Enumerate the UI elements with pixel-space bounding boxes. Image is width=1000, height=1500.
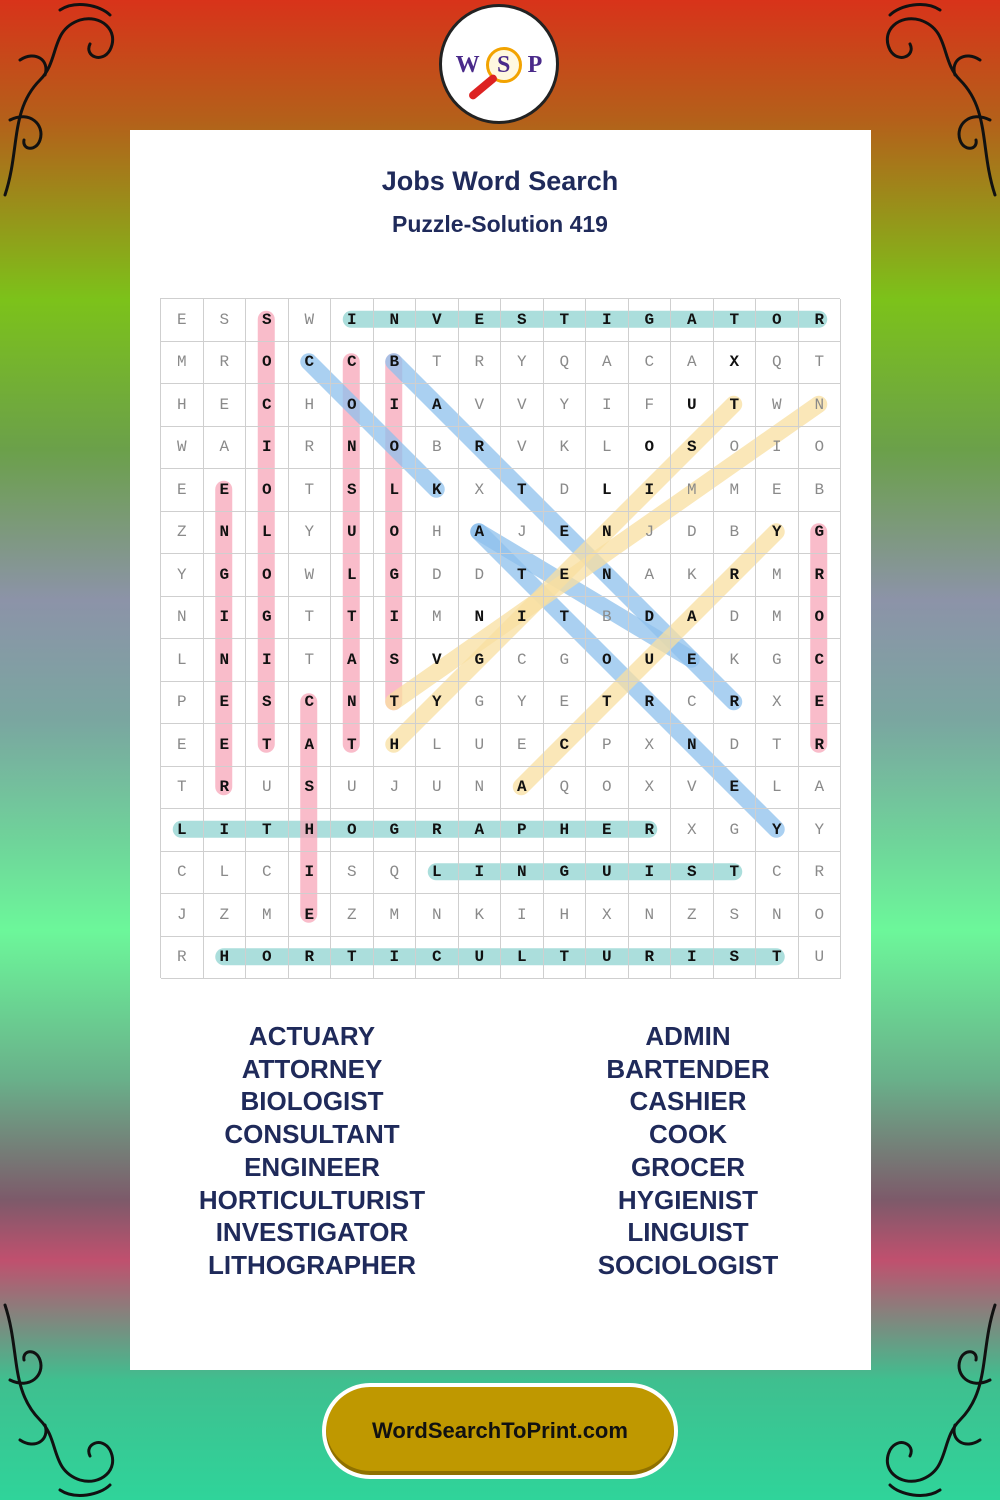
grid-cell[interactable]: S — [246, 299, 289, 342]
grid-cell[interactable]: I — [629, 852, 672, 895]
grid-cell[interactable]: X — [586, 894, 629, 937]
grid-cell[interactable]: T — [544, 299, 587, 342]
grid-cell[interactable]: N — [671, 724, 714, 767]
grid-cell[interactable]: E — [204, 724, 247, 767]
grid-cell[interactable]: A — [204, 427, 247, 470]
grid-cell[interactable]: G — [374, 809, 417, 852]
grid-cell[interactable]: U — [586, 937, 629, 980]
grid-cell[interactable]: I — [374, 384, 417, 427]
grid-cell[interactable]: L — [416, 724, 459, 767]
grid-cell[interactable]: U — [799, 937, 842, 980]
grid-cell[interactable]: Y — [544, 384, 587, 427]
grid-cell[interactable]: W — [161, 427, 204, 470]
grid-cell[interactable]: T — [714, 299, 757, 342]
grid-cell[interactable]: L — [161, 639, 204, 682]
grid-cell[interactable]: G — [204, 554, 247, 597]
grid-cell[interactable]: E — [671, 639, 714, 682]
grid-cell[interactable]: S — [204, 299, 247, 342]
grid-cell[interactable]: S — [714, 937, 757, 980]
grid-cell[interactable]: M — [246, 894, 289, 937]
grid-cell[interactable]: E — [756, 469, 799, 512]
word-list-right — [488, 1020, 888, 1282]
ornament-bottom-right — [850, 1300, 1000, 1500]
grid-cell[interactable]: V — [459, 384, 502, 427]
grid-cell[interactable]: V — [671, 767, 714, 810]
grid-cell[interactable]: Q — [756, 342, 799, 385]
grid-cell[interactable]: T — [586, 682, 629, 725]
grid-cell[interactable]: N — [501, 852, 544, 895]
logo-letters — [442, 47, 556, 83]
grid-cell[interactable]: C — [501, 639, 544, 682]
letter-grid — [160, 298, 840, 978]
grid-cell[interactable]: L — [331, 554, 374, 597]
grid-cell[interactable]: U — [246, 767, 289, 810]
grid-cell[interactable]: O — [714, 427, 757, 470]
grid-cell[interactable]: T — [289, 469, 332, 512]
grid-cell[interactable]: G — [756, 639, 799, 682]
grid-cell[interactable]: S — [331, 469, 374, 512]
grid-cell[interactable]: N — [799, 384, 842, 427]
grid-cell[interactable]: D — [629, 597, 672, 640]
grid-cell[interactable]: O — [629, 427, 672, 470]
grid-cell[interactable]: L — [246, 512, 289, 555]
grid-cell[interactable]: I — [501, 597, 544, 640]
grid-cell[interactable]: C — [756, 852, 799, 895]
grid-cell[interactable]: T — [544, 937, 587, 980]
grid-cell[interactable]: E — [459, 299, 502, 342]
grid-cell[interactable]: O — [756, 299, 799, 342]
grid-cell[interactable]: K — [714, 639, 757, 682]
grid-cell[interactable]: E — [204, 469, 247, 512]
grid-cell[interactable]: N — [331, 682, 374, 725]
grid-cell[interactable]: X — [629, 724, 672, 767]
grid-cell[interactable]: B — [714, 512, 757, 555]
grid-cell[interactable]: Y — [416, 682, 459, 725]
ornament-bottom-left — [0, 1300, 150, 1500]
page-title: Jobs Word Search — [381, 166, 619, 196]
grid-cell[interactable]: E — [544, 512, 587, 555]
grid-cell[interactable]: M — [671, 469, 714, 512]
grid-cell[interactable]: S — [331, 852, 374, 895]
grid-cell[interactable]: U — [331, 512, 374, 555]
grid-cell[interactable]: Y — [161, 554, 204, 597]
grid-cell[interactable]: Y — [756, 512, 799, 555]
word-item: LITHOGRAPHER — [208, 1249, 416, 1280]
grid-cell[interactable]: H — [161, 384, 204, 427]
grid-cell[interactable]: I — [374, 937, 417, 980]
grid-cell[interactable]: C — [671, 682, 714, 725]
grid-cell[interactable]: H — [289, 809, 332, 852]
grid-cell[interactable]: U — [629, 639, 672, 682]
grid-cell[interactable]: M — [161, 342, 204, 385]
grid-cell[interactable]: O — [799, 894, 842, 937]
grid-cell[interactable]: P — [161, 682, 204, 725]
grid-cell[interactable]: J — [629, 512, 672, 555]
grid-cell[interactable]: T — [246, 809, 289, 852]
grid-cell[interactable]: A — [799, 767, 842, 810]
grid-cell[interactable]: T — [416, 342, 459, 385]
page-subtitle: Puzzle-Solution 419 — [392, 211, 608, 237]
word-item: ADMIN — [645, 1021, 731, 1051]
grid-cell[interactable]: J — [374, 767, 417, 810]
grid-cell[interactable]: R — [629, 937, 672, 980]
grid-cell[interactable]: R — [204, 767, 247, 810]
grid-cell[interactable]: T — [756, 724, 799, 767]
grid-cell[interactable]: R — [714, 682, 757, 725]
grid-cell[interactable]: O — [586, 639, 629, 682]
logo-letter-w: W — [455, 52, 480, 78]
grid-cell[interactable]: K — [416, 469, 459, 512]
grid-cell[interactable]: E — [586, 809, 629, 852]
grid-cell[interactable]: A — [459, 809, 502, 852]
grid-cell[interactable]: H — [374, 724, 417, 767]
grid-cell[interactable]: Z — [671, 894, 714, 937]
grid-cell[interactable]: E — [544, 682, 587, 725]
grid-cell[interactable]: T — [544, 597, 587, 640]
grid-cell[interactable]: Q — [544, 342, 587, 385]
grid-cell[interactable]: C — [331, 342, 374, 385]
grid-cell[interactable]: V — [416, 639, 459, 682]
grid-cell[interactable]: G — [544, 852, 587, 895]
grid-cell[interactable]: N — [586, 512, 629, 555]
grid-cell[interactable]: T — [246, 724, 289, 767]
grid-cell[interactable]: I — [629, 469, 672, 512]
grid-cell[interactable]: U — [331, 767, 374, 810]
grid-cell[interactable]: D — [714, 724, 757, 767]
grid-cell[interactable]: T — [714, 384, 757, 427]
grid-cell[interactable]: V — [416, 299, 459, 342]
grid-cell[interactable]: K — [544, 427, 587, 470]
grid-cell[interactable]: K — [671, 554, 714, 597]
grid-cell[interactable]: R — [799, 554, 842, 597]
grid-cell[interactable]: N — [161, 597, 204, 640]
grid-cell[interactable]: E — [544, 554, 587, 597]
grid-cell[interactable]: N — [629, 894, 672, 937]
grid-cell[interactable]: E — [204, 384, 247, 427]
grid-cell[interactable]: O — [799, 427, 842, 470]
grid-cell[interactable]: A — [629, 554, 672, 597]
word-item: HORTICULTURIST — [198, 1184, 426, 1215]
grid-cell[interactable]: D — [416, 554, 459, 597]
grid-cell[interactable]: O — [246, 937, 289, 980]
grid-cell[interactable]: R — [459, 342, 502, 385]
grid-cell[interactable]: M — [756, 597, 799, 640]
grid-cell[interactable]: P — [501, 809, 544, 852]
grid-cell[interactable]: I — [374, 597, 417, 640]
grid-cell[interactable]: U — [416, 767, 459, 810]
grid-cell[interactable]: M — [714, 469, 757, 512]
grid-cell[interactable]: X — [671, 809, 714, 852]
grid-cell[interactable]: I — [459, 852, 502, 895]
grid-cell[interactable]: E — [799, 682, 842, 725]
grid-cell[interactable]: N — [204, 512, 247, 555]
grid-cell[interactable]: M — [374, 894, 417, 937]
grid-cell[interactable]: A — [671, 597, 714, 640]
grid-cell[interactable]: G — [629, 299, 672, 342]
grid-cell[interactable]: Z — [331, 894, 374, 937]
grid-cell[interactable]: T — [501, 469, 544, 512]
grid-cell[interactable]: B — [374, 342, 417, 385]
grid-cell[interactable]: S — [671, 427, 714, 470]
site-logo[interactable] — [439, 4, 559, 124]
grid-cell[interactable]: L — [161, 809, 204, 852]
grid-cell[interactable]: E — [204, 682, 247, 725]
word-item: SOCIOLOGIST — [597, 1249, 779, 1280]
grid-cell[interactable]: Q — [544, 767, 587, 810]
word-item: BIOLOGIST — [240, 1086, 384, 1117]
grid-cell[interactable]: E — [161, 724, 204, 767]
grid-cell[interactable]: G — [799, 512, 842, 555]
word-item: COOK — [649, 1119, 727, 1150]
grid-cell[interactable]: E — [161, 469, 204, 512]
grid-cell[interactable]: S — [671, 852, 714, 895]
grid-cell[interactable]: Y — [501, 682, 544, 725]
grid-cell[interactable]: U — [586, 852, 629, 895]
grid-cell[interactable]: V — [501, 427, 544, 470]
grid-cell[interactable]: S — [289, 767, 332, 810]
grid-cell[interactable]: E — [501, 724, 544, 767]
grid-cell[interactable]: A — [501, 767, 544, 810]
grid-cell[interactable]: L — [756, 767, 799, 810]
grid-cell[interactable]: G — [246, 597, 289, 640]
grid-cell[interactable]: D — [671, 512, 714, 555]
grid-cell[interactable]: R — [204, 342, 247, 385]
grid-cell[interactable]: E — [289, 894, 332, 937]
grid-cell[interactable]: A — [331, 639, 374, 682]
grid-cell[interactable]: B — [416, 427, 459, 470]
word-list-left — [112, 1020, 512, 1282]
grid-cell[interactable]: H — [289, 384, 332, 427]
word-item: ATTORNEY — [241, 1053, 383, 1084]
grid-cell[interactable]: L — [204, 852, 247, 895]
grid-cell[interactable]: U — [459, 937, 502, 980]
grid-cell[interactable]: A — [586, 342, 629, 385]
grid-cell[interactable]: T — [289, 639, 332, 682]
grid-cell[interactable]: R — [459, 427, 502, 470]
logo-letter-p: P — [527, 52, 543, 78]
grid-cell[interactable]: R — [799, 852, 842, 895]
grid-cell[interactable]: H — [204, 937, 247, 980]
grid-cell[interactable]: D — [714, 597, 757, 640]
word-item: ACTUARY — [248, 1021, 376, 1051]
grid-cell[interactable]: O — [374, 427, 417, 470]
grid-cell[interactable]: T — [331, 937, 374, 980]
grid-cell[interactable]: T — [374, 682, 417, 725]
grid-cell[interactable]: R — [161, 937, 204, 980]
grid-cell[interactable]: V — [501, 384, 544, 427]
grid-cell[interactable]: O — [331, 809, 374, 852]
grid-cell[interactable]: S — [246, 682, 289, 725]
grid-cell[interactable]: C — [246, 852, 289, 895]
grid-cell[interactable]: P — [586, 724, 629, 767]
word-item: INVESTIGATOR — [215, 1217, 409, 1248]
grid-cell[interactable]: W — [289, 554, 332, 597]
grid-cell[interactable]: R — [714, 554, 757, 597]
grid-cell[interactable]: G — [544, 639, 587, 682]
grid-cell[interactable]: R — [629, 809, 672, 852]
grid-cell[interactable]: X — [756, 682, 799, 725]
word-item: GROCER — [630, 1151, 746, 1182]
grid-cell[interactable]: U — [671, 384, 714, 427]
grid-cell[interactable]: L — [374, 469, 417, 512]
grid-cell[interactable]: Y — [799, 809, 842, 852]
grid-cell[interactable]: N — [204, 639, 247, 682]
grid-cell[interactable]: A — [289, 724, 332, 767]
logo-letter-s: S — [496, 52, 511, 78]
grid-cell[interactable]: C — [161, 852, 204, 895]
grid-cell[interactable]: T — [799, 342, 842, 385]
grid-cell[interactable]: T — [714, 852, 757, 895]
grid-cell[interactable]: O — [246, 469, 289, 512]
grid-cell[interactable]: I — [204, 597, 247, 640]
grid-cell[interactable]: R — [799, 724, 842, 767]
grid-cell[interactable]: H — [544, 809, 587, 852]
grid-cell[interactable]: M — [756, 554, 799, 597]
grid-cell[interactable]: I — [586, 384, 629, 427]
website-label: WordSearchToPrint.com — [372, 1418, 628, 1443]
grid-cell[interactable]: C — [289, 342, 332, 385]
grid-cell[interactable]: N — [374, 299, 417, 342]
grid-cell[interactable]: J — [501, 512, 544, 555]
word-item: ENGINEER — [244, 1151, 380, 1182]
grid-cell[interactable]: A — [416, 384, 459, 427]
grid-cell[interactable]: M — [416, 597, 459, 640]
grid-cell[interactable]: S — [501, 299, 544, 342]
grid-cell[interactable]: O — [374, 512, 417, 555]
grid-cell[interactable]: Y — [501, 342, 544, 385]
grid-cell[interactable]: N — [331, 427, 374, 470]
grid-cell[interactable]: C — [629, 342, 672, 385]
grid-cell[interactable]: O — [246, 554, 289, 597]
grid-cell[interactable]: C — [799, 639, 842, 682]
grid-cell[interactable]: X — [629, 767, 672, 810]
grid-cell[interactable]: F — [629, 384, 672, 427]
grid-cell[interactable]: O — [799, 597, 842, 640]
grid-cell[interactable]: N — [459, 597, 502, 640]
grid-cell[interactable]: Z — [204, 894, 247, 937]
grid-cell[interactable]: R — [629, 682, 672, 725]
grid-cell[interactable]: B — [586, 597, 629, 640]
grid-cell[interactable]: I — [501, 894, 544, 937]
grid-cell[interactable]: C — [544, 724, 587, 767]
website-button[interactable] — [322, 1383, 678, 1479]
grid-cell[interactable]: C — [416, 937, 459, 980]
word-item: HYGIENIST — [617, 1184, 759, 1215]
grid-cell[interactable]: X — [714, 342, 757, 385]
grid-cell[interactable]: N — [756, 894, 799, 937]
word-search-grid — [160, 298, 840, 978]
grid-cell[interactable]: L — [586, 469, 629, 512]
grid-cell[interactable]: A — [671, 299, 714, 342]
grid-cell[interactable]: D — [544, 469, 587, 512]
grid-cell[interactable]: T — [756, 937, 799, 980]
word-item: LINGUIST — [627, 1217, 749, 1248]
grid-cell[interactable]: L — [586, 427, 629, 470]
grid-cell[interactable]: R — [289, 427, 332, 470]
grid-cell[interactable]: S — [714, 894, 757, 937]
grid-cell[interactable]: L — [501, 937, 544, 980]
grid-cell[interactable]: T — [161, 767, 204, 810]
grid-cell[interactable]: U — [459, 724, 502, 767]
grid-cell[interactable]: I — [204, 809, 247, 852]
grid-cell[interactable]: I — [246, 639, 289, 682]
grid-cell[interactable]: G — [714, 809, 757, 852]
grid-cell[interactable]: B — [799, 469, 842, 512]
grid-cell[interactable]: C — [246, 384, 289, 427]
grid-cell[interactable]: I — [246, 427, 289, 470]
grid-cell[interactable]: G — [459, 682, 502, 725]
grid-cell[interactable]: A — [459, 512, 502, 555]
grid-cell[interactable]: T — [289, 597, 332, 640]
grid-cell[interactable]: I — [586, 299, 629, 342]
grid-cell[interactable]: T — [331, 724, 374, 767]
grid-cell[interactable]: Y — [756, 809, 799, 852]
grid-cell[interactable]: N — [459, 767, 502, 810]
grid-cell[interactable]: H — [416, 512, 459, 555]
word-item: CONSULTANT — [224, 1119, 400, 1150]
grid-cell[interactable]: O — [331, 384, 374, 427]
grid-cell[interactable]: E — [714, 767, 757, 810]
word-item: CASHIER — [629, 1086, 747, 1117]
grid-cell[interactable]: Z — [161, 512, 204, 555]
word-item: BARTENDER — [606, 1053, 770, 1084]
grid-cell[interactable]: R — [289, 937, 332, 980]
grid-cell[interactable]: I — [289, 852, 332, 895]
grid-cell[interactable]: N — [586, 554, 629, 597]
grid-cell[interactable]: Y — [289, 512, 332, 555]
grid-cell[interactable]: H — [544, 894, 587, 937]
grid-cell[interactable]: T — [501, 554, 544, 597]
grid-cell[interactable]: G — [459, 639, 502, 682]
grid-cell[interactable]: R — [799, 299, 842, 342]
grid-cell[interactable]: C — [289, 682, 332, 725]
grid-cell[interactable]: R — [416, 809, 459, 852]
grid-cell[interactable]: X — [459, 469, 502, 512]
grid-cell[interactable]: A — [671, 342, 714, 385]
grid-cell[interactable]: W — [756, 384, 799, 427]
grid-cell[interactable]: O — [586, 767, 629, 810]
grid-cell[interactable]: G — [374, 554, 417, 597]
grid-cell[interactable]: W — [289, 299, 332, 342]
grid-cell[interactable]: I — [756, 427, 799, 470]
grid-cell[interactable]: I — [331, 299, 374, 342]
grid-cell[interactable]: S — [374, 639, 417, 682]
grid-cell[interactable]: K — [459, 894, 502, 937]
grid-cell[interactable]: T — [331, 597, 374, 640]
grid-cell[interactable]: J — [161, 894, 204, 937]
grid-cell[interactable]: O — [246, 342, 289, 385]
grid-cell[interactable]: E — [161, 299, 204, 342]
grid-cell[interactable]: L — [416, 852, 459, 895]
grid-cell[interactable]: Q — [374, 852, 417, 895]
grid-cell[interactable]: D — [459, 554, 502, 597]
grid-cell[interactable]: I — [671, 937, 714, 980]
grid-cell[interactable]: N — [416, 894, 459, 937]
